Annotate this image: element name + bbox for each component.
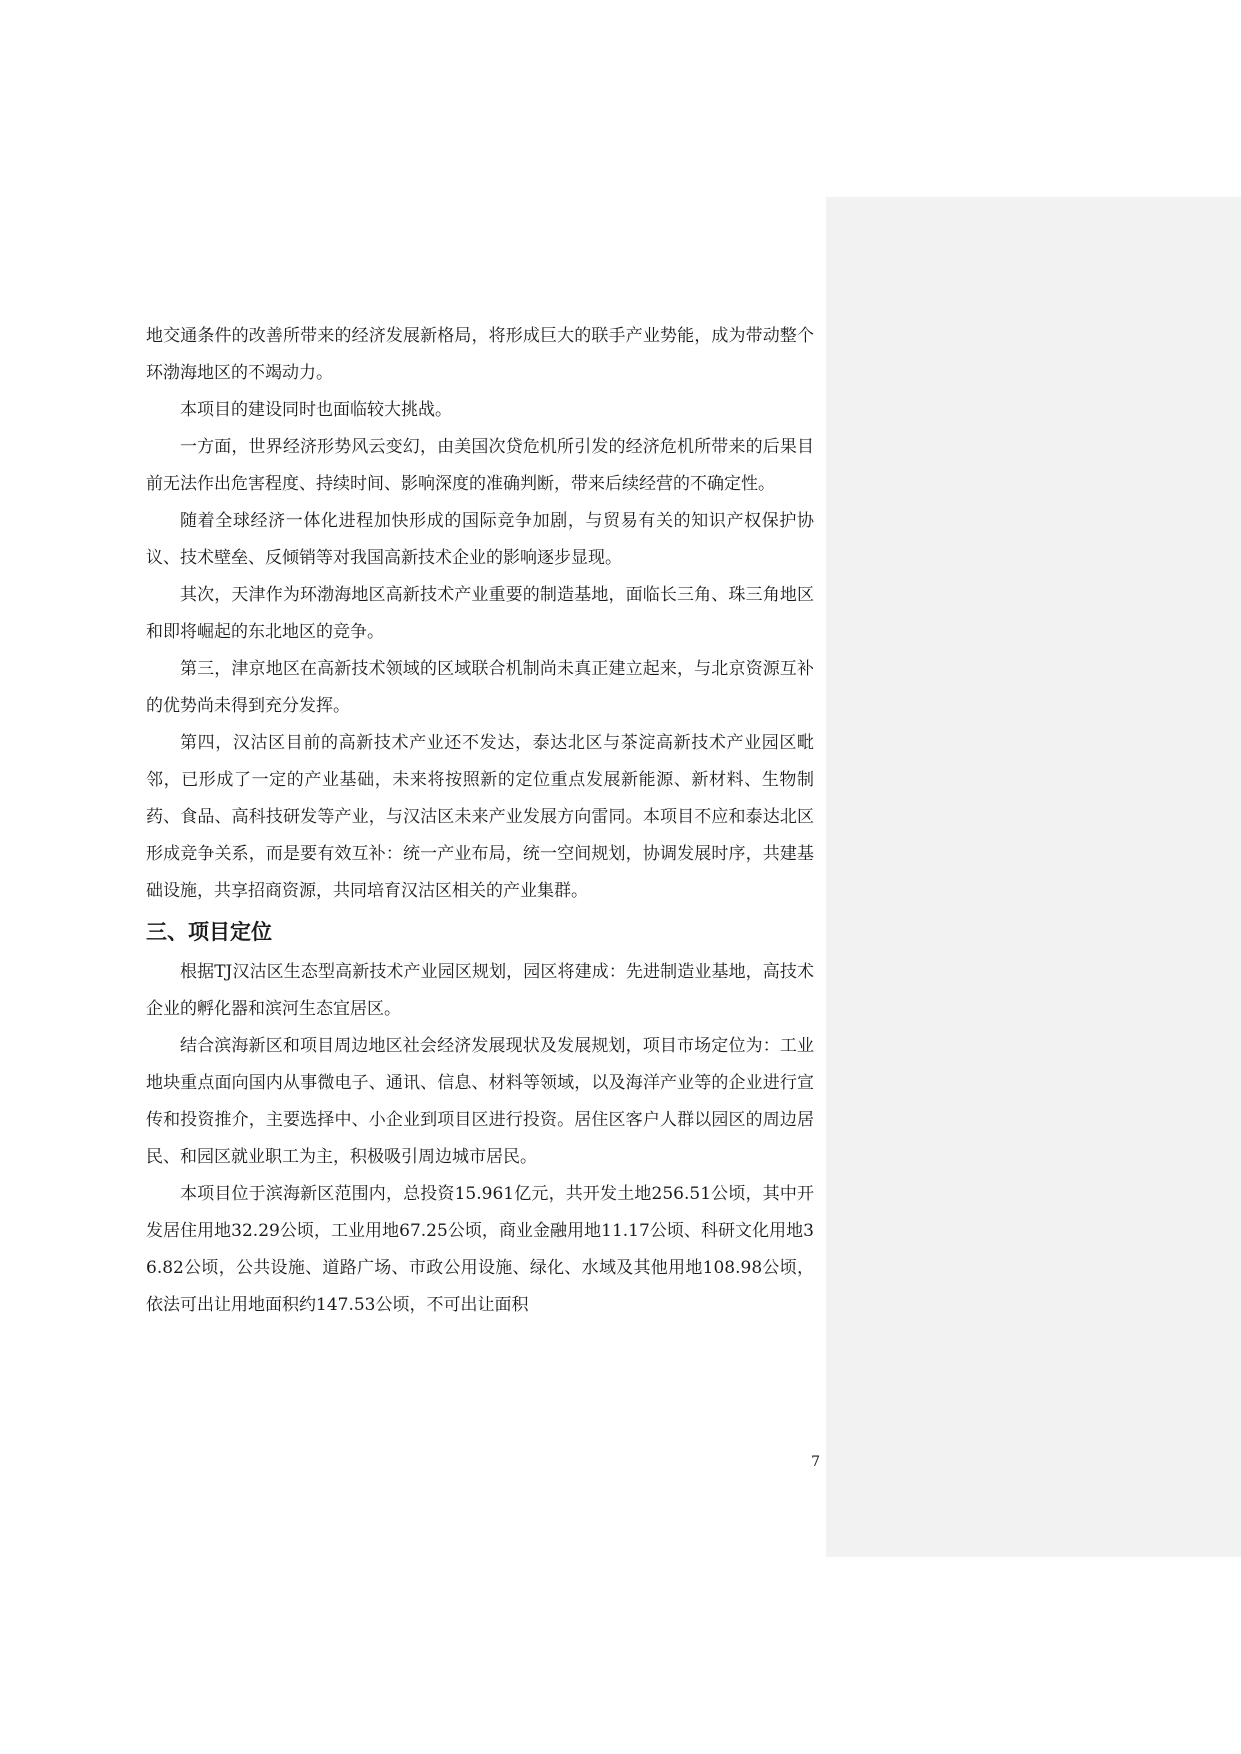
paragraph-plan: 根据TJ汉沽区生态型高新技术产业园区规划，园区将建成：先进制造业基地，高技术企业的孵化器和滨河生态宜居区。 <box>146 962 814 1019</box>
paragraph-second: 其次，天津作为环渤海地区高新技术产业重要的制造基地，面临长三角、珠三角地区和即将崛起的东北地区的竞争。 <box>146 585 814 642</box>
comment-pane <box>826 197 1241 1557</box>
page-number: 7 <box>811 1454 820 1470</box>
paragraph-economy: 一方面，世界经济形势风云变幻，由美国次贷危机所引发的经济危机所带来的后果目前无法作出危害程度、持续时间、影响深度的准确判断，带来后续经营的不确定性。 <box>146 437 814 494</box>
paragraph-challenges-intro: 本项目的建设同时也面临较大挑战。 <box>180 400 452 420</box>
paragraph-third: 第三，津京地区在高新技术领域的区域联合机制尚未真正建立起来，与北京资源互补的优势尚未得到充分发挥。 <box>146 659 814 716</box>
section-heading: 三、项目定位 <box>146 920 272 944</box>
paragraph-continuation: 地交通条件的改善所带来的经济发展新格局，将形成巨大的联手产业势能，成为带动整个环渤海地区的不竭动力。 <box>146 326 814 383</box>
paragraph-globalization: 随着全球经济一体化进程加快形成的国际竞争加剧，与贸易有关的知识产权保护协议、技术壁垒、反倾销等对我国高新技术企业的影响逐步显现。 <box>146 511 814 568</box>
paragraph-fourth: 第四，汉沽区目前的高新技术产业还不发达，泰达北区与茶淀高新技术产业园区毗邻，已形成了一定的产业基础，未来将按照新的定位重点发展新能源、新材料、生物制药、食品、高科技研发等产业，与汉沽区未来产业发展方向雷同。本项目不应和泰达北区形成竞争关系，而是要有效互补：统一产业布局，统一空间规划，协调发展时序，共建基础设施，共享招商资源，共同培育汉沽区相关的产业集群。 <box>146 733 814 901</box>
document-body <box>146 318 814 1324</box>
paragraph-market-positioning: 结合滨海新区和项目周边地区社会经济发展现状及发展规划，项目市场定位为：工业地块重点面向国内从事微电子、通讯、信息、材料等领域，以及海洋产业等的企业进行宣传和投资推介，主要选择中、小企业到项目区进行投资。居住区客户人群以园区的周边居民、和园区就业职工为主，积极吸引周边城市居民。 <box>146 1036 814 1167</box>
paragraph-investment: 本项目位于滨海新区范围内，总投资15.961亿元，共开发土地256.51公顷，其中开发居住用地32.29公顷，工业用地67.25公顷，商业金融用地11.17公顷、科研文化用地36.82公顷，公共设施、道路广场、市政公用设施、绿化、水域及其他用地108.98公顷，依法可出让用地面积约147.53公顷，不可出让面积 <box>146 1184 814 1315</box>
